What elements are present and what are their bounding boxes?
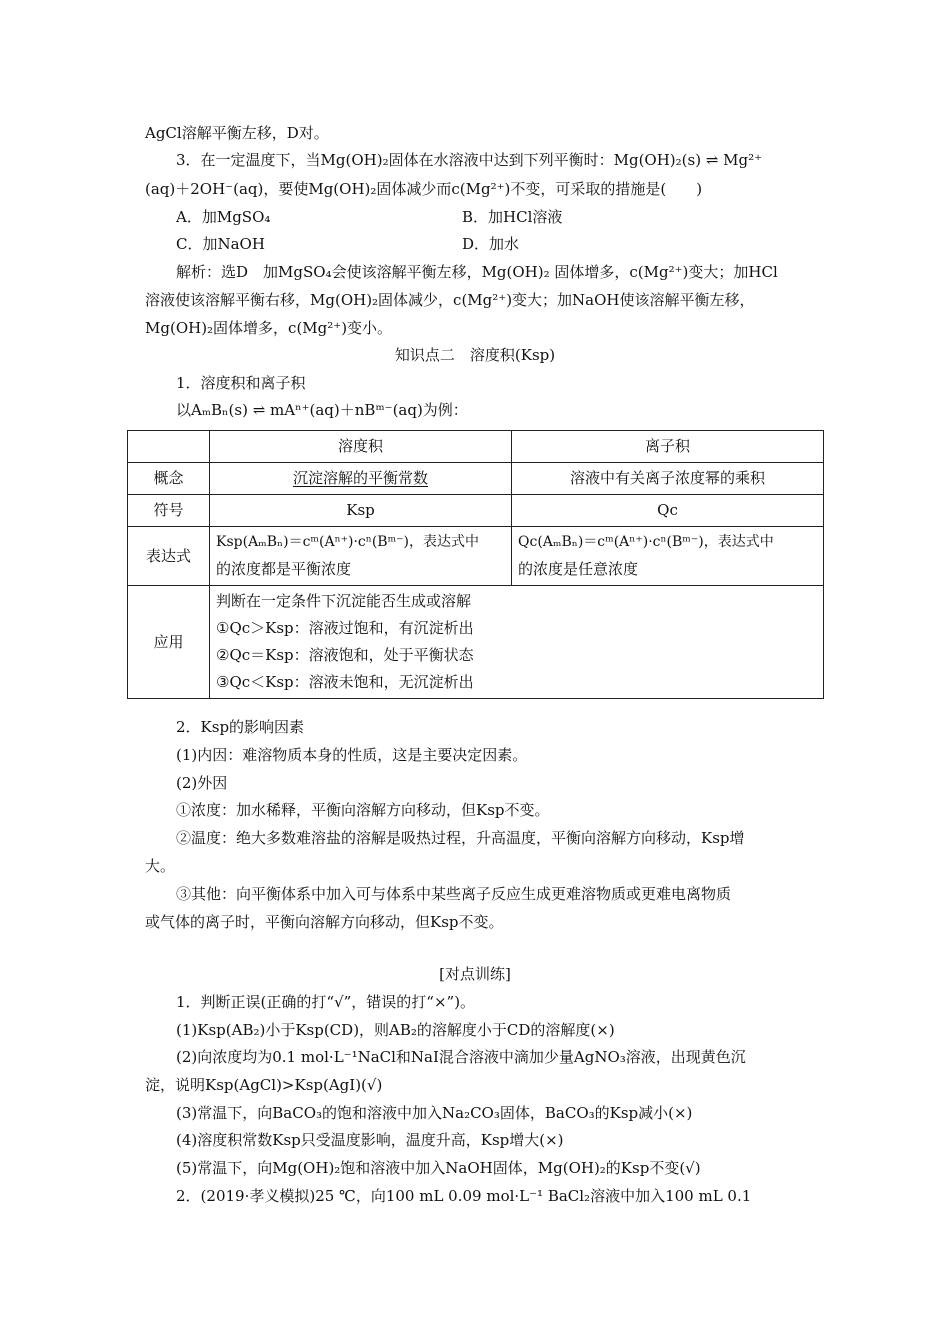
text-line: (1)内因：难溶物质本身的性质，这是主要决定因素。 xyxy=(176,746,528,764)
table-cell xyxy=(210,527,512,586)
option-c[interactable]: C．加NaOH xyxy=(176,235,265,253)
row-label: 表达式 xyxy=(128,527,210,586)
question-3-stem: 3．在一定温度下，当Mg(OH)₂固体在水溶液中达到下列平衡时：Mg(OH)₂(s) ⇌ Mg²⁺ xyxy=(176,151,763,169)
section-heading: [对点训练] xyxy=(439,965,511,983)
section-heading: 知识点二 溶度积(Ksp) xyxy=(394,346,556,364)
cell-line: ③Qc＜Ksp：溶液未饱和，无沉淀析出 xyxy=(216,673,474,691)
row-label: 符号 xyxy=(128,495,210,527)
analysis-line: Mg(OH)₂固体增多，c(Mg²⁺)变小。 xyxy=(145,319,393,337)
cell-line: ①Qc＞Ksp：溶液过饱和，有沉淀析出 xyxy=(216,619,474,637)
cell-line: 的浓度是任意浓度 xyxy=(518,560,639,578)
option-a[interactable]: A．加MgSO₄ xyxy=(176,208,271,226)
subheading: 1．溶度积和离子积 xyxy=(176,374,306,392)
table-row xyxy=(128,495,824,527)
table-row xyxy=(128,527,824,586)
table-cell: 溶液中有关离子浓度幂的乘积 xyxy=(512,463,824,495)
exercise-line: (2)向浓度均为0.1 mol·L⁻¹NaCl和NaI混合溶液中滴加少量AgNO₃溶液，出现黄色沉 xyxy=(176,1048,746,1066)
cell-line: 的浓度都是平衡浓度 xyxy=(216,560,352,578)
option-b[interactable]: B．加HCl溶液 xyxy=(462,208,563,226)
exercise-line: 2．(2019·孝义模拟)25 ℃，向100 mL 0.09 mol·L⁻¹ BaCl₂溶液中加入100 mL 0.1 xyxy=(176,1187,752,1205)
text-line: ②温度：绝大多数难溶盐的溶解是吸热过程，升高温度，平衡向溶解方向移动，Ksp增 xyxy=(176,829,745,847)
text-line: ①浓度：加水稀释，平衡向溶解方向移动，但Ksp不变。 xyxy=(176,801,550,819)
text-line: ③其他：向平衡体系中加入可与体系中某些离子反应生成更难溶物质或更难电离物质 xyxy=(176,885,732,903)
option-row xyxy=(176,207,816,227)
equation-line: 以AₘBₙ(s) ⇌ mAⁿ⁺(aq)＋nBᵐ⁻(aq)为例： xyxy=(176,401,468,419)
table-header: 离子积 xyxy=(512,431,824,463)
exercise-line: (5)常温下，向Mg(OH)₂饱和溶液中加入NaOH固体，Mg(OH)₂的Ksp不变(√) xyxy=(176,1159,701,1177)
cell-line: Qc(AₘBₙ)＝cᵐ(Aⁿ⁺)·cⁿ(Bᵐ⁻)，表达式中 xyxy=(518,534,774,550)
table-row xyxy=(128,586,824,699)
text-line: AgCl溶解平衡左移，D对。 xyxy=(145,124,329,142)
text-line: 或气体的离子时，平衡向溶解方向移动，但Ksp不变。 xyxy=(145,913,504,931)
subheading: 2．Ksp的影响因素 xyxy=(176,718,305,736)
analysis-line: 解析：选D 加MgSO₄会使该溶解平衡左移，Mg(OH)₂ 固体增多，c(Mg²⁺)变大；加HCl xyxy=(176,263,778,281)
underlined-text: 沉淀溶解的平衡常数 xyxy=(292,469,428,487)
exercise-line: (1)Ksp(AB₂)小于Ksp(CD)，则AB₂的溶解度小于CD的溶解度(×) xyxy=(176,1021,615,1039)
exercise-line: (4)溶度积常数Ksp只受温度影响，温度升高，Ksp增大(×) xyxy=(176,1131,564,1149)
cell-line: 判断在一定条件下沉淀能否生成或溶解 xyxy=(216,592,472,610)
ksp-table xyxy=(127,430,824,699)
text-line: (2)外因 xyxy=(176,774,228,792)
text-line: 大。 xyxy=(145,857,176,875)
table-cell: Ksp xyxy=(210,495,512,527)
row-label: 概念 xyxy=(128,463,210,495)
table-cell xyxy=(128,431,210,463)
row-label: 应用 xyxy=(128,586,210,699)
question-3-stem-cont: (aq)＋2OH⁻(aq)，要使Mg(OH)₂固体减少而c(Mg²⁺)不变，可采取的措施是( ) xyxy=(145,180,703,198)
cell-line: ②Qc＝Ksp：溶液饱和，处于平衡状态 xyxy=(216,646,474,664)
table-row xyxy=(128,463,824,495)
exercise-line: 1．判断正误(正确的打“√”，错误的打“×”)。 xyxy=(176,993,476,1011)
option-d[interactable]: D．加水 xyxy=(462,235,520,253)
exercise-line: (3)常温下，向BaCO₃的饱和溶液中加入Na₂CO₃固体，BaCO₃的Ksp减小(×) xyxy=(176,1104,693,1122)
exercise-line: 淀，说明Ksp(AgCl)>Ksp(AgI)(√) xyxy=(145,1076,383,1094)
table-cell xyxy=(210,463,512,495)
analysis-line: 溶液使该溶解平衡右移，Mg(OH)₂固体减少，c(Mg²⁺)变大；加NaOH使该溶解平衡左移， xyxy=(145,291,755,309)
cell-line: Ksp(AₘBₙ)＝cᵐ(Aⁿ⁺)·cⁿ(Bᵐ⁻)，表达式中 xyxy=(216,534,480,550)
option-row xyxy=(176,234,816,254)
table-row xyxy=(128,431,824,463)
table-cell xyxy=(210,586,824,699)
table-header: 溶度积 xyxy=(210,431,512,463)
table-cell: Qc xyxy=(512,495,824,527)
table-cell xyxy=(512,527,824,586)
